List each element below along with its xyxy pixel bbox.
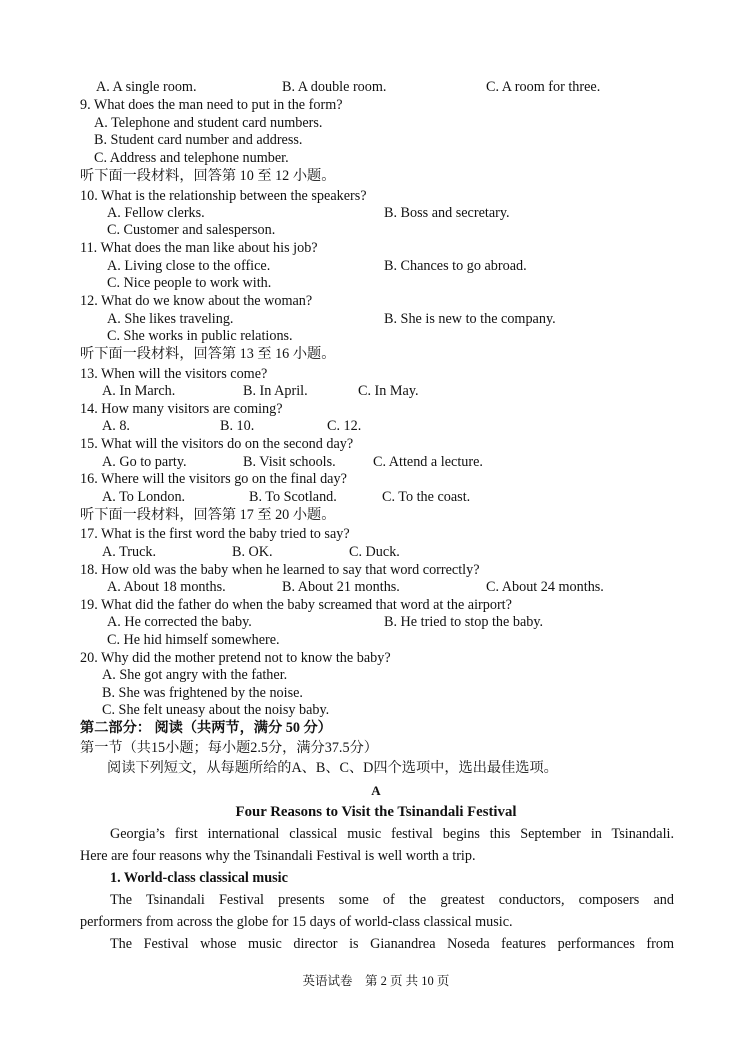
q18-option-b: B. About 21 months. [282, 579, 400, 595]
passage-letter: A [371, 783, 381, 798]
q10-question: 10. What is the relationship between the speakers? [80, 188, 367, 204]
q10-option-b: B. Boss and secretary. [384, 205, 510, 221]
q8-option-b: B. A double room. [282, 79, 387, 95]
q11-option-a: A. Living close to the office. [107, 258, 271, 274]
q16-option-c: C. To the coast. [382, 489, 471, 505]
q13-option-b: B. In April. [243, 383, 308, 399]
q12-option-a: A. She likes traveling. [107, 311, 234, 327]
q11-question: 11. What does the man like about his job? [80, 240, 318, 256]
q17-option-a: A. Truck. [102, 544, 157, 560]
page-footer: 英语试卷 第 2 页 共 10 页 [302, 974, 450, 988]
paragraph-1-line-2: Here are four reasons why the Tsinandali Festival is well worth a trip. [80, 848, 476, 864]
instruction-13-16: 听下面一段材料，回答第 13 至 16 小题。 [80, 346, 336, 362]
q12-option-b: B. She is new to the company. [384, 311, 556, 327]
q20-option-b: B. She was frightened by the noise. [102, 685, 303, 701]
passage-title: Four Reasons to Visit the Tsinandali Festival [235, 804, 517, 820]
q12-question: 12. What do we know about the woman? [80, 293, 313, 309]
reading-instruction: 阅读下列短文，从每题所给的A、B、C、D四个选项中，选出最佳选项。 [107, 760, 558, 776]
q9-option-b: B. Student card number and address. [94, 132, 303, 148]
q20-question: 20. Why did the mother pretend not to know the baby? [80, 650, 391, 666]
q14-question: 14. How many visitors are coming? [80, 401, 283, 417]
q14-option-a: A. 8. [102, 418, 130, 434]
paragraph-2-line-2: performers from across the globe for 15 days of world-class classical music. [80, 914, 513, 930]
q15-option-c: C. Attend a lecture. [373, 454, 483, 470]
q8-option-c: C. A room for three. [486, 79, 601, 95]
q9-question: 9. What does the man need to put in the form? [80, 97, 343, 113]
q17-question: 17. What is the first word the baby tried to say? [80, 526, 350, 542]
paragraph-1-line-1: Georgia’s first international classical music festival begins this September in Tsinandali. [110, 826, 674, 842]
q17-option-c: C. Duck. [349, 544, 400, 560]
q19-option-b: B. He tried to stop the baby. [384, 614, 544, 630]
section-one-heading: 第一节（共15小题；每小题2.5分，满分37.5分） [80, 740, 378, 756]
q13-question: 13. When will the visitors come? [80, 366, 268, 382]
q18-option-a: A. About 18 months. [107, 579, 226, 595]
q11-option-c: C. Nice people to work with. [107, 275, 272, 291]
q9-option-a: A. Telephone and student card numbers. [94, 115, 323, 131]
q15-question: 15. What will the visitors do on the second day? [80, 436, 354, 452]
q20-option-c: C. She felt uneasy about the noisy baby. [102, 702, 330, 718]
q16-question: 16. Where will the visitors go on the final day? [80, 471, 347, 487]
q10-option-c: C. Customer and salesperson. [107, 222, 276, 238]
q18-question: 18. How old was the baby when he learned to say that word correctly? [80, 562, 480, 578]
q13-option-a: A. In March. [102, 383, 176, 399]
q20-option-a: A. She got angry with the father. [102, 667, 288, 683]
q16-option-a: A. To London. [102, 489, 186, 505]
q18-option-c: C. About 24 months. [486, 579, 604, 595]
subheading-world-class-music: 1. World-class classical music [110, 870, 288, 886]
q14-option-c: C. 12. [327, 418, 362, 434]
q8-option-a: A. A single room. [96, 79, 197, 95]
q17-option-b: B. OK. [232, 544, 273, 560]
q19-question: 19. What did the father do when the baby screamed that word at the airport? [80, 597, 512, 613]
q14-option-b: B. 10. [220, 418, 255, 434]
q13-option-c: C. In May. [358, 383, 419, 399]
paragraph-3-line-1: The Festival whose music director is Gianandrea Noseda features performances from [110, 936, 674, 952]
q19-option-a: A. He corrected the baby. [107, 614, 252, 630]
q11-option-b: B. Chances to go abroad. [384, 258, 527, 274]
q12-option-c: C. She works in public relations. [107, 328, 293, 344]
q10-option-a: A. Fellow clerks. [107, 205, 205, 221]
part-two-heading: 第二部分： 阅读（共两节，满分 50 分） [80, 720, 332, 736]
q15-option-b: B. Visit schools. [243, 454, 336, 470]
q16-option-b: B. To Scotland. [249, 489, 337, 505]
paragraph-2-line-1: The Tsinandali Festival presents some of the greatest conductors, composers and [110, 892, 674, 908]
instruction-10-12: 听下面一段材料，回答第 10 至 12 小题。 [80, 168, 336, 184]
q19-option-c: C. He hid himself somewhere. [107, 632, 280, 648]
q9-option-c: C. Address and telephone number. [94, 150, 289, 166]
instruction-17-20: 听下面一段材料，回答第 17 至 20 小题。 [80, 507, 336, 523]
q15-option-a: A. Go to party. [102, 454, 187, 470]
